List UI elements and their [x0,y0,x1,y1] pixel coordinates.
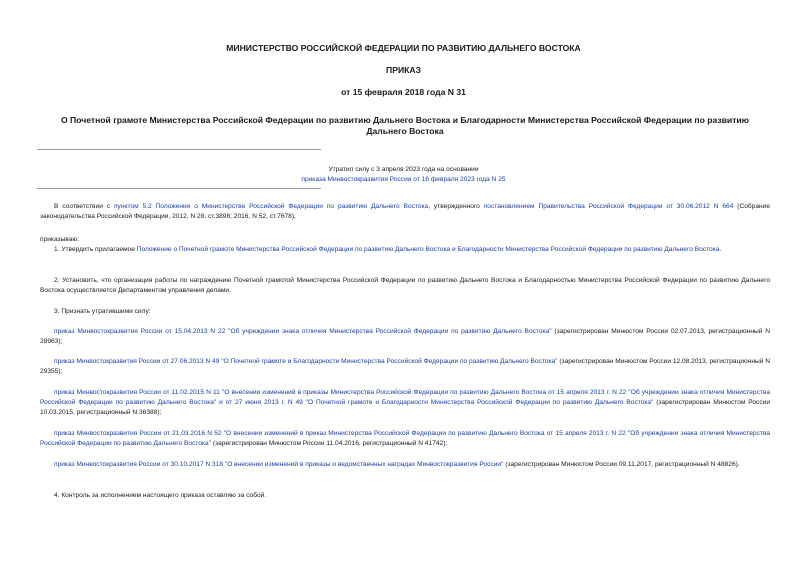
repealed-order-2 [40,357,770,377]
item-1-text: 1. Утвердить прилагаемое [54,246,137,253]
preamble-text-3: (Собрание законодательства Российской Федерации, 2012, N 28, ст.3898; 2016, N 52, ст.7678), [40,203,770,221]
repeal-notice-text: Утратил силу с 3 апреля 2023 года на основании [328,166,479,173]
item-4-paragraph [40,491,770,501]
item-3-paragraph [40,307,770,317]
item-2-text: 2. Установить, что организация работы по награждению Почетной грамотой Министерства Российской Федерации по развитию Дальнего Востока и Благодарностью Министерства Российской Федерации по развитию Дальнего Востока осуществляется Департаментом управления делами. [40,277,770,295]
preamble-paragraph [40,202,770,222]
repeal-notice [0,165,807,185]
ministry-heading: МИНИСТЕРСТВО РОССИЙСКОЙ ФЕДЕРАЦИИ ПО РАЗВИТИЮ ДАЛЬНЕГО ВОСТОКА [226,43,581,53]
top-divider [37,149,321,150]
repealed-order-4-link[interactable]: приказ Минвостокразвития России от 21.03.2016 N 52 "О внесении изменений в приказ Министерства Российской Федерации по развитию Дальнего Востока от 15 апреля 2013 г. N 22 "Об учреждении знака отличия Министерства Российской Федерации по развитию Дальнего Востока" [40,430,770,448]
repealed-order-1-text: (зарегистрирован Минюстом России 02.07.2013, регистрационный N 28963); [40,328,771,346]
item-4-text: 4. Контроль за исполнением настоящего приказа оставляю за собой. [54,492,267,499]
repealed-order-4-text: (зарегистрирован Минюстом России 11.04.2016, регистрационный N 41742); [211,440,448,448]
repealed-order-2-text: (зарегистрирован Минюстом России 12.08.2013, регистрационный N 29355); [40,358,770,376]
preamble-text-1: В соответствии с [54,203,114,210]
item-3-text: 3. Признать утратившими силу: [54,308,151,315]
repealed-order-2-link[interactable]: приказ Минвостокразвития России от 27.06.2013 N 49 "О Почетной грамоте и Благодарности Министерства Российской Федерации по развитию Дальнего Востока" [54,358,558,365]
bottom-divider [37,188,321,189]
regulation-on-awards-link[interactable]: Положение о Почетной грамоте Министерства Российской Федерации по развитию Дальнего Востока и Благодарности Министерства Российской Федерации по развитию Дальнего Востока [136,246,720,253]
repealed-order-3-link[interactable]: приказ Минвостокразвития России от 11.02.2015 N 11 "О внесении изменений в приказы Министерства Российской Федерации по развитию Дальнего Востока от 15 апреля 2013 г. N 22 "Об учреждении знака отличия Министерства Российской Федерации по развитию Дальнего Востока" и от 27 июня 2013 г. N 49 "О Почетной грамоте и Благодарности Министерства Российской Федерации по развитию Дальнего Востока" [40,389,770,407]
preamble-text-2: , утвержденного [428,203,484,210]
date-number-heading: от 15 февраля 2018 года N 31 [341,87,466,97]
government-decree-link[interactable]: постановлением Правительства Российской Федерации от 30.06.2012 N 664 [483,203,734,210]
repealed-order-3 [40,388,770,419]
repealed-order-5-text: (зарегистрирован Минюстом России 09.11.2017, регистрационный N 48826). [503,461,740,468]
repeal-order-link[interactable]: приказа Минвостокразвития России от 16 февраля 2023 года N 25 [301,176,506,183]
item-2-paragraph [40,276,770,296]
doc-type-heading: ПРИКАЗ [386,65,421,75]
repealed-order-1 [40,327,770,347]
repealed-order-4 [40,429,770,449]
repealed-order-1-link[interactable]: приказ Минвостокразвития России от 15.04.2013 N 22 "Об учреждении знака отличия Министерства Российской Федерации по развитию Дальнего Востока" [54,328,552,335]
repealed-order-5 [40,460,770,470]
order-word: приказываю: [40,236,80,243]
item-1-paragraph [40,245,770,255]
regulation-link[interactable]: пунктом 5.2 Положения о Министерстве Российской Федерации по развитию Дальнего Востока [113,203,429,210]
repealed-order-5-link[interactable]: приказ Минвостокразвития России от 30.10.2017 N 318 "О внесении изменений в приказы о ведомственных наградах Минвостокразвития России" [54,461,504,468]
document-title: О Почетной грамоте Министерства Российской Федерации по развитию Дальнего Востока и Благодарности Министерства Российской Федерации по развитию Дальнего Востока [60,115,750,136]
repealed-order-3-text: (зарегистрирован Минюстом России 10.03.2015, регистрационный N 36388); [40,399,771,417]
item-1-end: . [719,246,722,253]
